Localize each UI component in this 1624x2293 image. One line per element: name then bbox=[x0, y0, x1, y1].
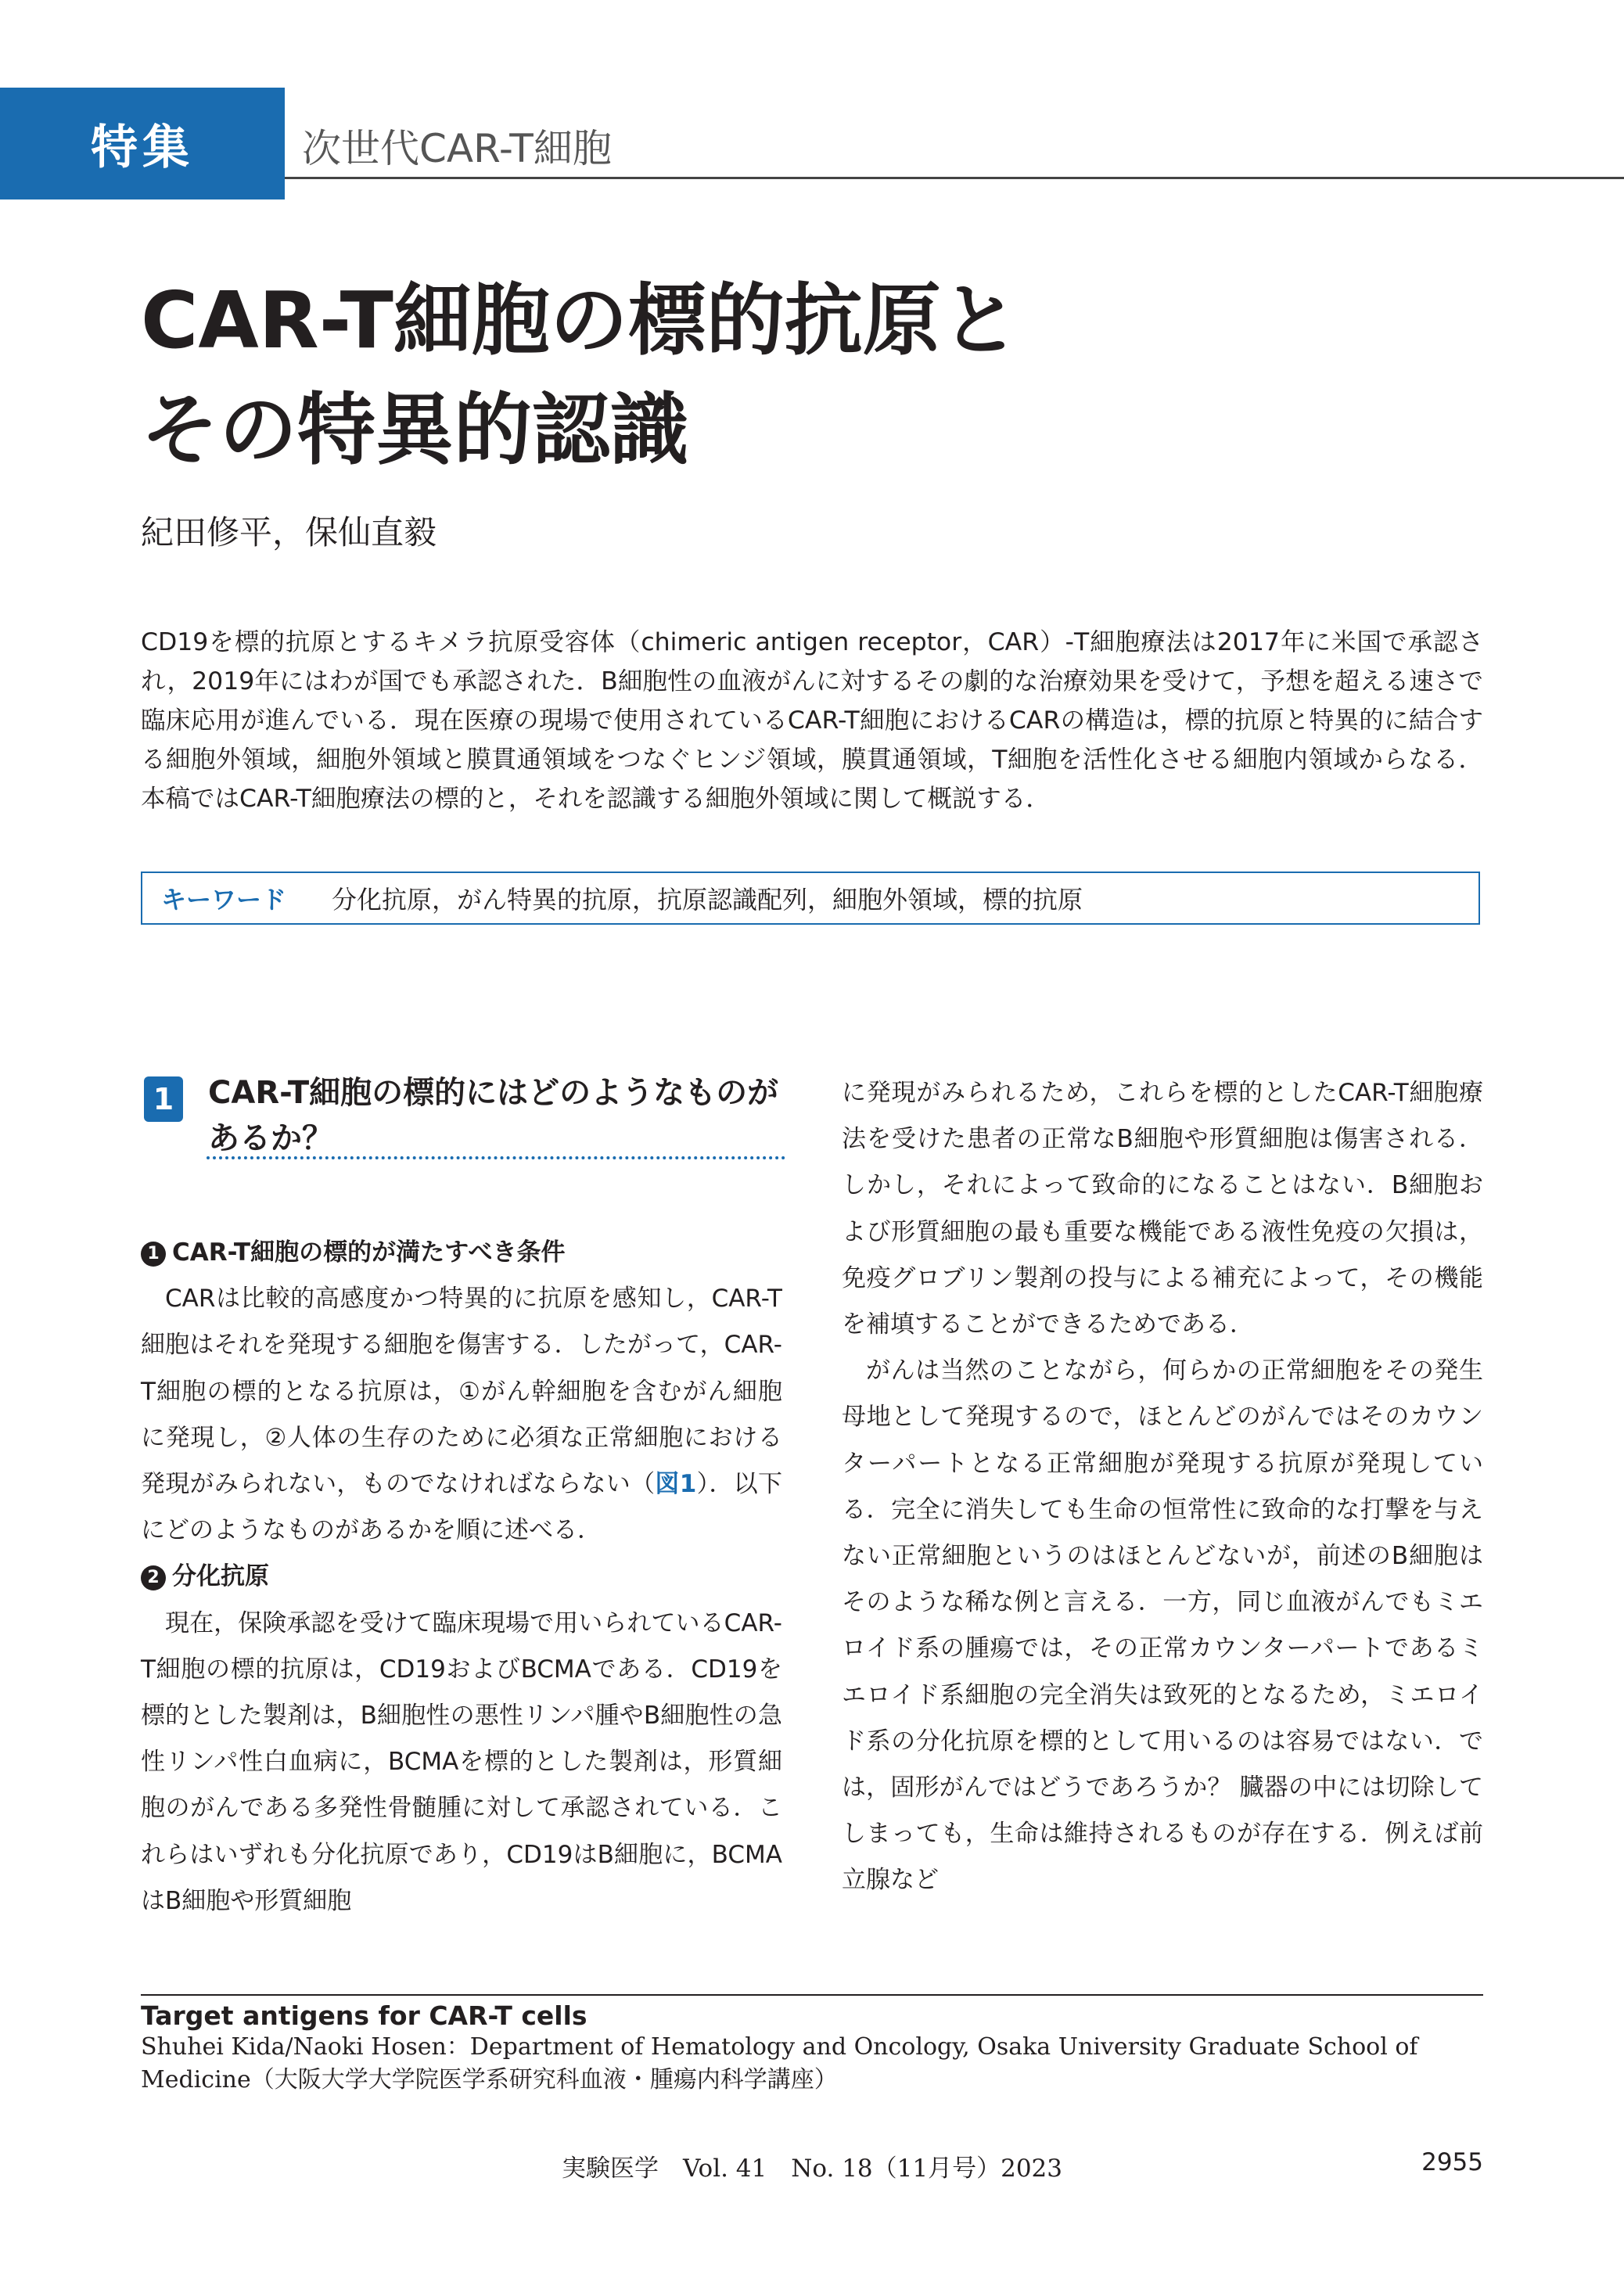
keyword-list: 分化抗原，がん特異的抗原，抗原認識配列，細胞外領域，標的抗原 bbox=[332, 885, 1083, 915]
abstract: CD19を標的抗原とするキメラ抗原受容体（chimeric antigen receptor，CAR）-T細胞療法は2017年に米国で承認され，2019年にはわが国でも承認された．B細胞性の血液がんに対するその劇的な治療効果を受けて，予想を超える速さで臨床応用が進んでいる．現在医療の現場で使用されているCAR-T細胞におけるCARの構造は，標的抗原と特異的に結合する細胞外領域，細胞外領域と膜貫通領域をつなぐヒンジ領域，膜貫通領域，T細胞を活性化させる細胞内領域からなる．本稿ではCAR-T細胞療法の標的と，それを認識する細胞外領域に関して概説する． bbox=[141, 628, 1483, 813]
title-line-2: その特異的認識 bbox=[141, 384, 688, 476]
subsection-heading-2 bbox=[141, 1554, 782, 1600]
feature-label: 特集 bbox=[0, 88, 285, 199]
paragraph-text: ）．以下にどのようなものがあるかを順に述べる． bbox=[141, 1470, 782, 1545]
subsection-heading-1 bbox=[141, 1230, 782, 1276]
subsection-number-1: 1 bbox=[141, 1242, 166, 1267]
paragraph bbox=[141, 1276, 782, 1554]
journal-citation: 実験医学 Vol. 41 No. 18（11月号）2023 bbox=[561, 2155, 1062, 2183]
footer-rule bbox=[141, 1994, 1483, 1996]
article-title bbox=[141, 266, 1019, 485]
section-number-badge: 1 bbox=[144, 1076, 183, 1122]
section-title: CAR-T細胞の標的にはどのようなものがあるか？ bbox=[208, 1075, 779, 1156]
subsection-title-1: CAR-T細胞の標的が満たすべき条件 bbox=[172, 1238, 566, 1267]
subsection-number-2: 2 bbox=[141, 1565, 166, 1590]
paragraph: 現在，保険承認を受けて臨床現場で用いられているCAR-T細胞の標的抗原は，CD19およびBCMAである．CD19を標的とした製剤は，B細胞性の悪性リンパ腫やB細胞性の急性リンパ性白血病に，BCMAを標的とした製剤は，形質細胞のがんである多発性骨髄腫に対して承認されている．これらはいずれも分化抗原であり，CD19はB細胞に，BCMAはB細胞や形質細胞 bbox=[141, 1608, 782, 1915]
author-affiliation: Shuhei Kida/Naoki Hosen：Department of Hematology and Oncology, Osaka University Graduate School of Medicine（大阪大学大学院医学系研究科血液・腫瘍内科学講座） bbox=[141, 2033, 1418, 2094]
english-title: Target antigens for CAR-T cells bbox=[141, 2000, 587, 2031]
subsection-title-2: 分化抗原 bbox=[172, 1562, 269, 1591]
header-rule bbox=[285, 177, 1624, 179]
left-column bbox=[141, 1230, 782, 1925]
keyword-box bbox=[141, 872, 1480, 925]
series-title: 次世代CAR-T細胞 bbox=[302, 126, 612, 171]
paragraph: がんは当然のことながら，何らかの正常細胞をその発生母地として発現するので，ほとんどのがんではそのカウンターパートとなる正常細胞が発現する抗原が発現している．完全に消失しても生命の恒常性に致命的な打撃を与えない正常細胞というのはほとんどないが，前述のB細胞はそのような稀な例と言える．一方，同じ血液がんでもミエロイド系の腫瘍では，その正常カウンターパートであるミエロイド系細胞の完全消失は致死的となるため，ミエロイド系の分化抗原を標的として用いるのは容易ではない．では，固形がんではどうであろうか？ 臓器の中には切除してしまっても，生命は維持されるものが存在する．例えば前立腺など bbox=[842, 1357, 1483, 1895]
paragraph: に発現がみられるため，これらを標的としたCAR-T細胞療法を受けた患者の正常なB細胞や形質細胞は傷害される．しかし，それによって致命的になることはない．B細胞および形質細胞の最も重要な機能である液性免疫の欠損は，免疫グロブリン製剤の投与による補充によって，その機能を補填することができるためである． bbox=[842, 1079, 1483, 1339]
authors: 紀田修平，保仙直毅 bbox=[141, 513, 437, 552]
section-dotted-rule bbox=[207, 1156, 785, 1159]
figure-reference-link[interactable]: 図1 bbox=[655, 1470, 697, 1499]
paragraph-text: CARは比較的高感度かつ特異的に抗原を感知し，CAR-T細胞はそれを発現する細胞を傷害する．したがって，CAR-T細胞の標的となる抗原は，①がん幹細胞を含むがん細胞に発現し，②人体の生存のために必須な正常細胞における発現がみられない，ものでなければならない（ bbox=[141, 1285, 782, 1499]
keyword-label: キーワード bbox=[161, 885, 287, 915]
page-number: 2955 bbox=[1421, 2148, 1483, 2176]
right-column bbox=[842, 1070, 1483, 1904]
title-line-1: CAR-T細胞の標的抗原と bbox=[141, 275, 1019, 366]
